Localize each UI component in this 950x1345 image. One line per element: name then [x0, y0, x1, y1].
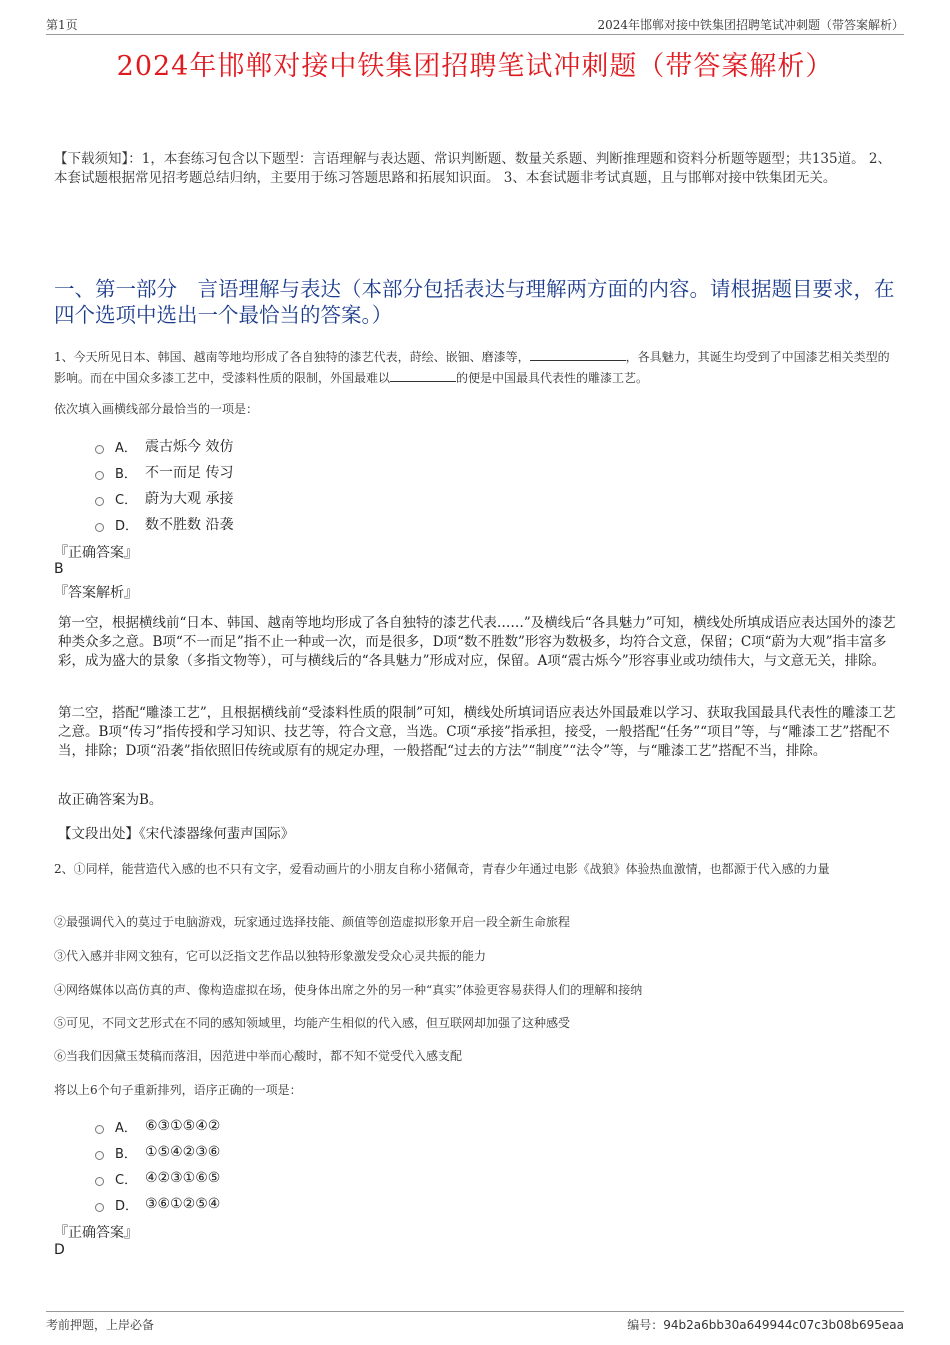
- footer-code-label: 编号：: [627, 1318, 664, 1332]
- q2-options: [95, 1113, 495, 1217]
- q2-option-d[interactable]: D． ③⑥①②⑤④: [95, 1191, 495, 1217]
- q1-analysis-paragraph-2: 第二空，搭配“雕漆工艺”，且根据横线前“受漆料性质的限制”可知，横线处所填词语应表达外国最难以学习、获取我国最具代表性的雕漆工艺之意。B项“传习”指传授和学习知识、技艺等，符合文意，当选。C项“承接”指承担，接受，一般搭配“任务”“项目”等，与“雕漆工艺”搭配不当，排除；D项“沿袭”指依照旧传统或原有的规定办理，一般搭配“过去的方法”“制度”“法令”等，与“雕漆工艺”搭配不当，排除。: [58, 705, 896, 759]
- page-footer: [46, 1311, 904, 1334]
- q1-text-part-c: 的便是中国最具代表性的雕漆工艺。: [456, 371, 649, 385]
- q1-answer-label: 『正确答案』: [54, 545, 138, 561]
- q1-options: [95, 433, 495, 537]
- q2-sentence-6: ⑥当我们因黛玉焚稿而落泪，因范进中举而心酸时，都不知不觉受代入感支配: [54, 1049, 463, 1063]
- radio-icon[interactable]: [95, 471, 104, 480]
- q2-sentence-3: ③代入感并非网文独有，它可以泛指文艺作品以独特形象激发受众心灵共振的能力: [54, 949, 487, 963]
- q1-answer: B: [54, 561, 64, 577]
- q2-prompt: 将以上6个句子重新排列，语序正确的一项是：: [54, 1083, 302, 1097]
- radio-icon[interactable]: [95, 445, 104, 454]
- radio-icon[interactable]: [95, 497, 104, 506]
- q1-text-part-a: 1、今天所见日本、韩国、越南等地均形成了各自独特的漆艺代表，莳绘、嵌钿、磨漆等，: [54, 350, 530, 364]
- q1-analysis-label: 『答案解析』: [54, 585, 138, 601]
- q2-sentence-4: ④网络媒体以高仿真的声、像构造虚拟在场，使身体出席之外的另一种“真实”体验更容易获得人们的理解和接纳: [54, 983, 643, 997]
- q1-source: 【文段出处】《宋代漆器缘何蜚声国际》: [58, 826, 295, 842]
- q2-sentence-2: ②最强调代入的莫过于电脑游戏，玩家通过选择技能、颜值等创造虚拟形象开启一段全新生命旅程: [54, 915, 571, 929]
- page-header: [46, 14, 904, 35]
- q1-option-d[interactable]: D． 数不胜数 沿袭: [95, 511, 495, 537]
- radio-icon[interactable]: [95, 1203, 104, 1212]
- footer-code-value: 94b2a6bb30a649944c07c3b08b695eaa: [663, 1318, 904, 1332]
- question-1-stem: [54, 346, 896, 388]
- q1-option-a[interactable]: A． 震古烁今 效仿: [95, 433, 495, 459]
- radio-icon[interactable]: [95, 1125, 104, 1134]
- document-title: 2024年邯郸对接中铁集团招聘笔试冲刺题（带答案解析）: [116, 51, 834, 82]
- q1-option-c[interactable]: C． 蔚为大观 承接: [95, 485, 495, 511]
- radio-icon[interactable]: [95, 523, 104, 532]
- header-doc-title: 2024年邯郸对接中铁集团招聘笔试冲刺题（带答案解析）: [597, 18, 904, 32]
- page-number: 第1页: [46, 18, 78, 32]
- q2-answer: D: [54, 1242, 65, 1258]
- radio-icon[interactable]: [95, 1177, 104, 1186]
- section-title: 一、第一部分 言语理解与表达（本部分包括表达与理解两方面的内容。请根据题目要求，在四个选项中选出一个最恰当的答案。）: [54, 277, 895, 327]
- q1-blank-1: [530, 346, 626, 361]
- q2-answer-label: 『正确答案』: [54, 1225, 138, 1241]
- download-notice: 【下载须知】：1，本套练习包含以下题型：言语理解与表达题、常识判断题、数量关系题、判断推理题和资料分析题等题型；共135道。 2、本套试题根据常见招考题总结归纳，主要用于练习答题思路和拓展知识面。 3、本套试题非考试真题，且与邯郸对接中铁集团无关。: [54, 151, 891, 186]
- q2-option-c[interactable]: C． ④②③①⑥⑤: [95, 1165, 495, 1191]
- q2-sentence-5: ⑤可见，不同文艺形式在不同的感知领域里，均能产生相似的代入感，但互联网却加强了这种感受: [54, 1016, 571, 1030]
- footer-code: [627, 1316, 904, 1333]
- q2-sentence-1: 2、①同样，能营造代入感的也不只有文字，爱看动画片的小朋友自称小猪佩奇，青春少年通过电影《战狼》体验热血激情，也都源于代入感的力量: [54, 862, 830, 876]
- footer-slogan: 考前押题，上岸必备: [46, 1318, 155, 1332]
- q2-option-b[interactable]: B． ①⑤④②③⑥: [95, 1139, 495, 1165]
- q1-blank-2: [390, 367, 456, 382]
- q1-option-b[interactable]: B． 不一而足 传习: [95, 459, 495, 485]
- q1-prompt: 依次填入画横线部分最恰当的一项是：: [54, 402, 259, 416]
- q2-option-a[interactable]: A． ⑥③①⑤④②: [95, 1113, 495, 1139]
- q1-analysis-paragraph-1: 第一空，根据横线前“日本、韩国、越南等地均形成了各自独特的漆艺代表……”及横线后“各具魅力”可知，横线处所填成语应表达国外的漆艺种类众多之意。B项“不一而足”指不止一种或一次，而是很多，D项“数不胜数”形容为数极多，均符合文意，保留；C项“蔚为大观”指丰富多彩，成为盛大的景象（多指文物等），可与横线后的“各具魅力”形成对应，保留。A项“震古烁今”形容事业或功绩伟大，与文意无关，排除。: [58, 615, 896, 669]
- radio-icon[interactable]: [95, 1151, 104, 1160]
- q1-text-part-b: ，各具魅力，其诞生均受到了中国漆艺相关类型的影响。而在中国众多漆工艺中，受漆料性质的限制，外国最难以: [54, 350, 890, 385]
- q1-conclusion: 故正确答案为B。: [58, 792, 163, 808]
